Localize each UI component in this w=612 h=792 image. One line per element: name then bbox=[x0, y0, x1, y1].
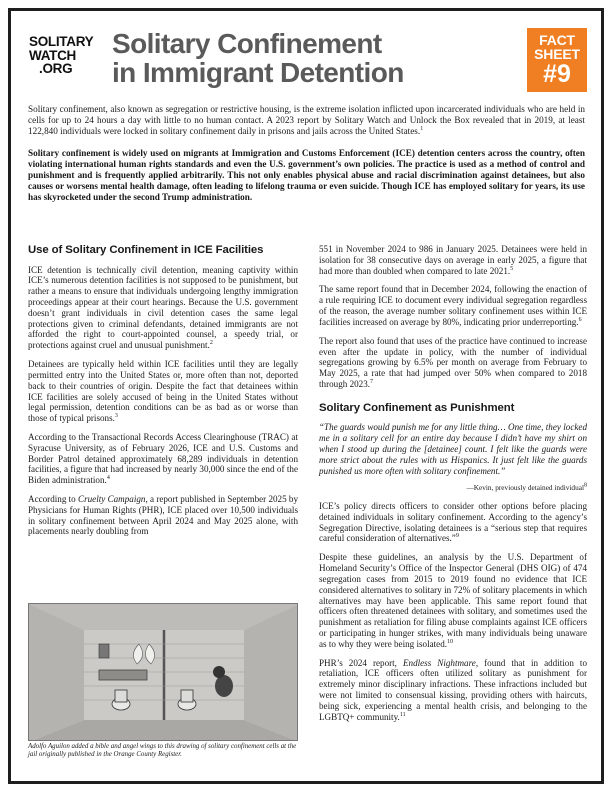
paragraph-text: PHR’s 2024 report, bbox=[319, 657, 403, 668]
paragraph bbox=[319, 336, 587, 390]
solitary-cell-illustration bbox=[28, 603, 298, 741]
footnote-ref: 6 bbox=[578, 316, 582, 323]
paragraph bbox=[28, 359, 298, 424]
report-title: Endless Nightmare bbox=[402, 657, 476, 668]
paragraph-text: ICE’s policy directs officers to consider other options before placing detained individuals in solitary confinement. According to the agency’s Segregation Directive, isolating detainees is a “serious step that requires careful consideration of alternatives.” bbox=[319, 501, 587, 544]
footnote-ref: 1 bbox=[420, 126, 424, 132]
footnote-ref: 7 bbox=[370, 378, 374, 385]
intro-paragraph bbox=[28, 104, 585, 137]
footnote-ref: 8 bbox=[584, 482, 587, 489]
footnote-ref: 9 bbox=[455, 533, 459, 540]
paragraph-text: , found that in addition to retaliation, ICE officers often utilized solitary as punishment for extremely minor disciplinary infractions. These infractions included but were not limited to consensual kissing, providing others with haircuts, being sick, experiencing a mental health crisis, and belonging to the LGBTQ+ community. bbox=[319, 657, 587, 722]
fact-sheet-badge bbox=[527, 28, 587, 92]
paragraph-text: According to the Transactional Records Access Clearinghouse (TRAC) at Syracuse University, as of February 2026, ICE and U.S. Customs and Border Patrol detained approximately 68,289 individuals in detention facilities, a figure that had increased by nearly 30,000 since the end of the Biden administration. bbox=[28, 431, 298, 486]
report-title: Cruelty Campaign bbox=[78, 494, 146, 504]
footnote-ref: 5 bbox=[510, 265, 514, 272]
paragraph bbox=[319, 552, 587, 649]
fact-sheet-label: FACT SHEET bbox=[534, 32, 580, 62]
logo-line2: WATCH bbox=[29, 47, 76, 63]
fact-sheet-number: #9 bbox=[543, 60, 571, 88]
paragraph-text: According to bbox=[28, 494, 79, 504]
footnote-ref: 3 bbox=[114, 413, 118, 420]
attribution-text: —Kevin, previously detained individual bbox=[466, 483, 584, 493]
quote-attribution bbox=[319, 484, 587, 493]
header bbox=[11, 11, 601, 103]
logo-line1: SOLITARY bbox=[29, 34, 94, 49]
paragraph bbox=[319, 284, 587, 327]
paragraph bbox=[319, 658, 587, 723]
title-line1: Solitary Confinement bbox=[112, 28, 382, 59]
paragraph-text: Detainees are typically held within ICE facilities until they are legally permitted entry into the United States or, more often than not, deported back to their countries of origin. Despite the fact that detainees within ICE facilities are solely accused of being in the United States without legal permission, detention conditions can be as bad as or worse than those of typical prisons. bbox=[28, 359, 298, 424]
fact-sheet-page bbox=[8, 8, 604, 784]
pull-quote: “The guards would punish me for any little thing… One time, they locked me in a solitary cell for an entire day because I didn’t have my shirt on when I stood up during the [detainee] count. I felt like the guards were more strict about the rules with us Hispanics. It just felt like the guards punished us more often with solitary confinement.” bbox=[319, 422, 587, 476]
right-column bbox=[319, 244, 587, 730]
paragraph bbox=[28, 265, 298, 352]
intro-text: Solitary confinement, also known as segregation or restrictive housing, is the extreme isolation inflicted upon incarcerated individuals who are held in cells for up to 24 hours a day with little to no human contact. A 2023 report by Solitary Watch and Unlock the Box revealed that in 2019, at least 122,840 individuals were locked in solitary confinement daily in prisons and jails across the United States. bbox=[28, 104, 585, 137]
paragraph-text: 551 in November 2024 to 986 in January 2025. Detainees were held in isolation for 38 consecutive days on average in early 2025, a figure that had more than doubled when compared to late 2021. bbox=[319, 244, 587, 276]
paragraph-text: The report also found that uses of the practice have continued to increase even after the update in policy, with the number of individual segregations growing by 6.5% per month on average from February to May 2025, a rate that had jumped over 50% when compared to 2018 through 2023. bbox=[319, 335, 587, 389]
footnote-ref: 2 bbox=[209, 340, 213, 347]
paragraph bbox=[319, 244, 587, 276]
footnote-ref: 11 bbox=[399, 711, 406, 718]
paragraph-text: ICE detention is technically civil detention, meaning captivity within ICE’s numerous detention facilities is not supposed to be punishment, but rather a means to ensure that individuals undergoing lengthy immigration proceedings appear at their court hearings. Because the U.S. government doesn’t grant individuals in civil detention cases the same legal protections given to criminal defendants, detained immigrants are not afforded the right to court-appointed counsel, a speedy trial, or protections against cruel and unusual punishment. bbox=[28, 264, 298, 351]
footnote-ref: 4 bbox=[106, 475, 110, 482]
paragraph bbox=[28, 432, 298, 486]
cell-drawing bbox=[29, 604, 298, 741]
paragraph-text: , a report published in September 2025 by Physicians for Human Rights (PHR), ICE placed over 10,500 individuals in solitary confinement between April 2024 and May 2025 alone, with placements nearly doubling from bbox=[28, 494, 299, 537]
section-heading: Use of Solitary Confinement in ICE Facilities bbox=[28, 244, 264, 256]
section-heading: Solitary Confinement as Punishment bbox=[319, 401, 515, 414]
page-title bbox=[112, 29, 404, 88]
paragraph-text: Despite these guidelines, an analysis by the U.S. Department of Homeland Security’s Office of the Inspector General (DHS OIG) of 474 segregation cases from 2015 to 2019 found no evidence that ICE considered alternatives to solitary in 72% of solitary placements in which alternatives may have been applicable. This same report found that officers often threatened detainees with solitary, and sometimes used the punishment as retaliation for filing abuse complaints against ICE officers or participating in hunger strikes, with many individuals being unaware as to why they were being isolated. bbox=[319, 552, 587, 649]
left-column bbox=[28, 244, 298, 545]
footnote-ref: 10 bbox=[447, 638, 454, 645]
summary-paragraph: Solitary confinement is widely used on migrants at Immigration and Customs Enforcement (ICE) detention centers across the country, often violating international human rights standards and even the U.S. government’s own policies. The practice is used as a method of control and punishment and is frequently applied arbitrarily. This not only enables physical abuse and racial discrimination against detainees, but also causes or worsens mental health damage, often leading to lifelong trauma or even suicide. Though ICE has employed solitary for years, its use has skyrocketed under the second Trump administration. bbox=[28, 148, 585, 203]
paragraph bbox=[319, 501, 587, 544]
paragraph-text: The same report found that in December 2024, following the enaction of a rule requiring ICE to document every individual segregation regardless of the reason, the average number solitary confinement uses within ICE facilities increased on average by 80%, indicating prior underreporting. bbox=[319, 284, 587, 327]
logo-line3: .ORG bbox=[39, 61, 73, 76]
paragraph bbox=[28, 494, 298, 537]
illustration-caption: Adolfo Aguilon added a bible and angel wings to this drawing of solitary confinement cells at the jail originally published in the Orange County Register. bbox=[28, 743, 297, 758]
title-line2: in Immigrant Detention bbox=[112, 57, 404, 89]
solitary-watch-logo[interactable] bbox=[29, 35, 99, 76]
